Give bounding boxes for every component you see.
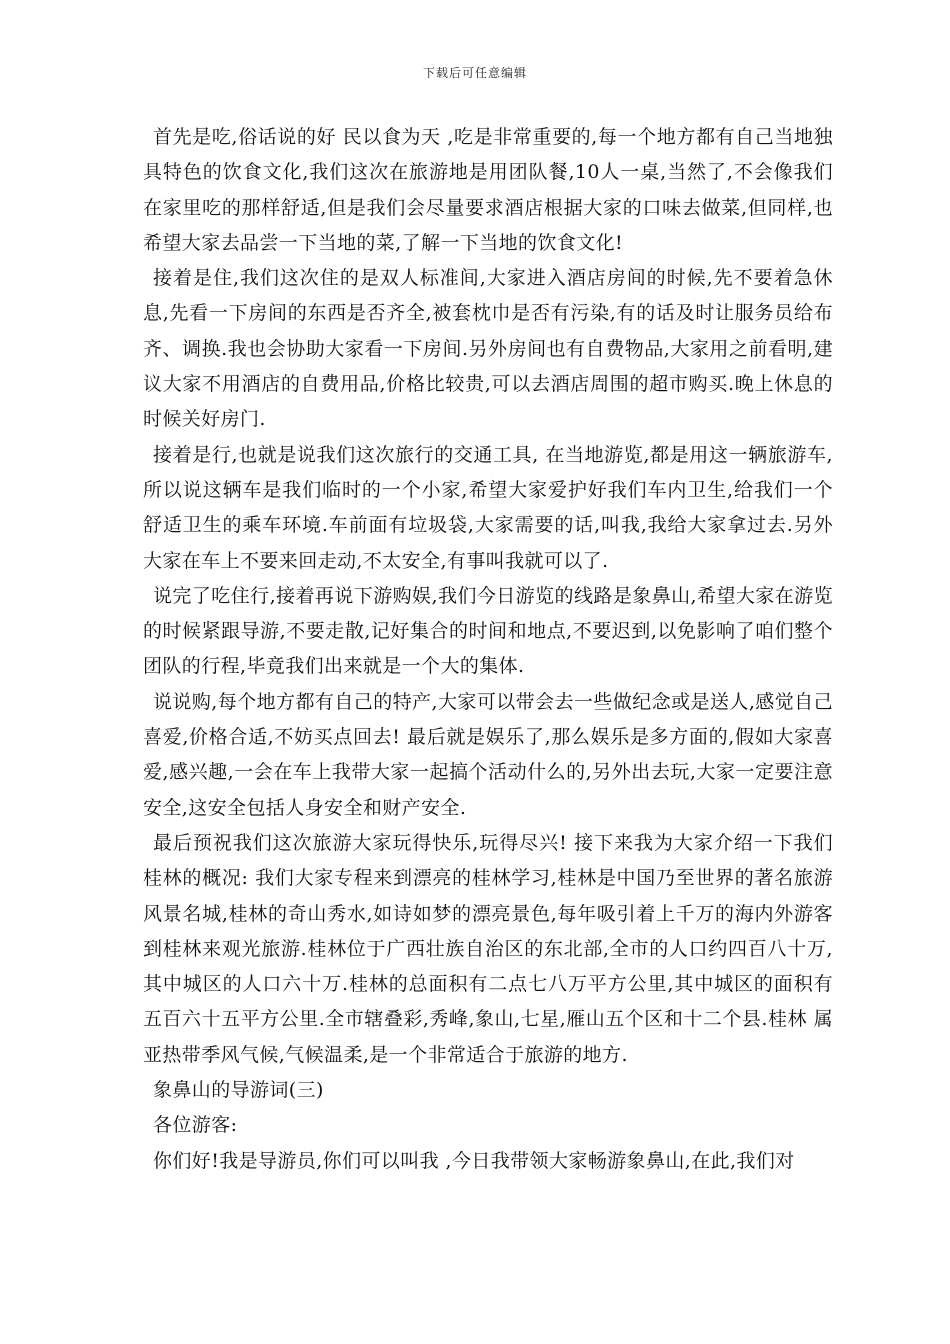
paragraph-transport: 接着是行,也就是说我们这次旅行的交通工具, 在当地游览,都是用这一辆旅游车,所以说这辆车是我们临时的一个小家,希望大家爱护好我们车内卫生,给我们一个舒适卫生的乘车环境.车前面有垃圾袋,大家需要的话,叫我,我给大家拿过去.另外大家在车上不要来回走动,不太安全,有事叫我就可以了. — [143, 443, 833, 572]
section-heading: 象鼻山的导游词(三) — [153, 1079, 324, 1102]
paragraph-lodging: 接着是住,我们这次住的是双人标准间,大家进入酒店房间的时候,先不要着急休息,先看一下房间的东西是否齐全,被套枕巾是否有污染,有的话及时让服务员给布齐、调换.我也会协助大家看一下房间.另外房间也有自费物品,大家用之前看明,建议大家不用酒店的自费用品,价格比较贵,可以去酒店周围的超市购买.晚上休息的时候关好房门. — [143, 267, 833, 431]
paragraph-intro: 你们好!我是导游员,你们可以叫我 ,今日我带领大家畅游象鼻山,在此,我们对 — [153, 1149, 795, 1172]
paragraph-food: 首先是吃,俗话说的好 民以食为天 ,吃是非常重要的,每一个地方都有自己当地独具特色的饮食文化,我们这次在旅游地是用团队餐,10人一桌,当然了,不会像我们在家里吃的那样舒适,但是我们会尽量要求酒店根据大家的口味去做菜,但同样,也希望大家去品尝一下当地的菜,了解一下当地的饮食文化! — [143, 126, 833, 254]
greeting: 各位游客: — [153, 1114, 238, 1137]
paragraph-shopping: 说说购,每个地方都有自己的特产,大家可以带会去一些做纪念或是送人,感觉自己喜爱,价格合适,不妨买点回去! 最后就是娱乐了,那么娱乐是多方面的,假如大家喜爱,感兴趣,一会在车上我带大家一起搞个活动什么的,另外出去玩,大家一定要注意安全,这安全包括人身安全和财产安全. — [143, 690, 833, 819]
paragraph-guilin-overview: 最后预祝我们这次旅游大家玩得快乐,玩得尽兴! 接下来我为大家介绍一下我们桂林的概况: 我们大家专程来到漂亮的桂林学习,桂林是中国乃至世界的著名旅游风景名城,桂林的奇山秀水,如诗如梦的漂亮景色,每年吸引着上千万的海内外游客到桂林来观光旅游.桂林位于广西壮族自治区的东北部,全市的人口约四百八十万,其中城区的人口六十万.桂林的总面积有二点七八万平方公里,其中城区的面积有五百六十五平方公里.全市辖叠彩,秀峰,象山,七星,雁山五个区和十二个县.桂林 属亚热带季风气候,气候温柔,是一个非常适合于旅游的地方. — [143, 831, 833, 1066]
paragraph-sightseeing: 说完了吃住行,接着再说下游购娱,我们今日游览的线路是象鼻山,希望大家在游览的时候紧跟导游,不要走散,记好集合的时间和地点,不要迟到,以免影响了咱们整个团队的行程,毕竟我们出来就是一个大的集体. — [143, 584, 833, 678]
page-header: 下载后可任意编辑 — [422, 66, 527, 80]
document-body — [143, 120, 833, 1179]
